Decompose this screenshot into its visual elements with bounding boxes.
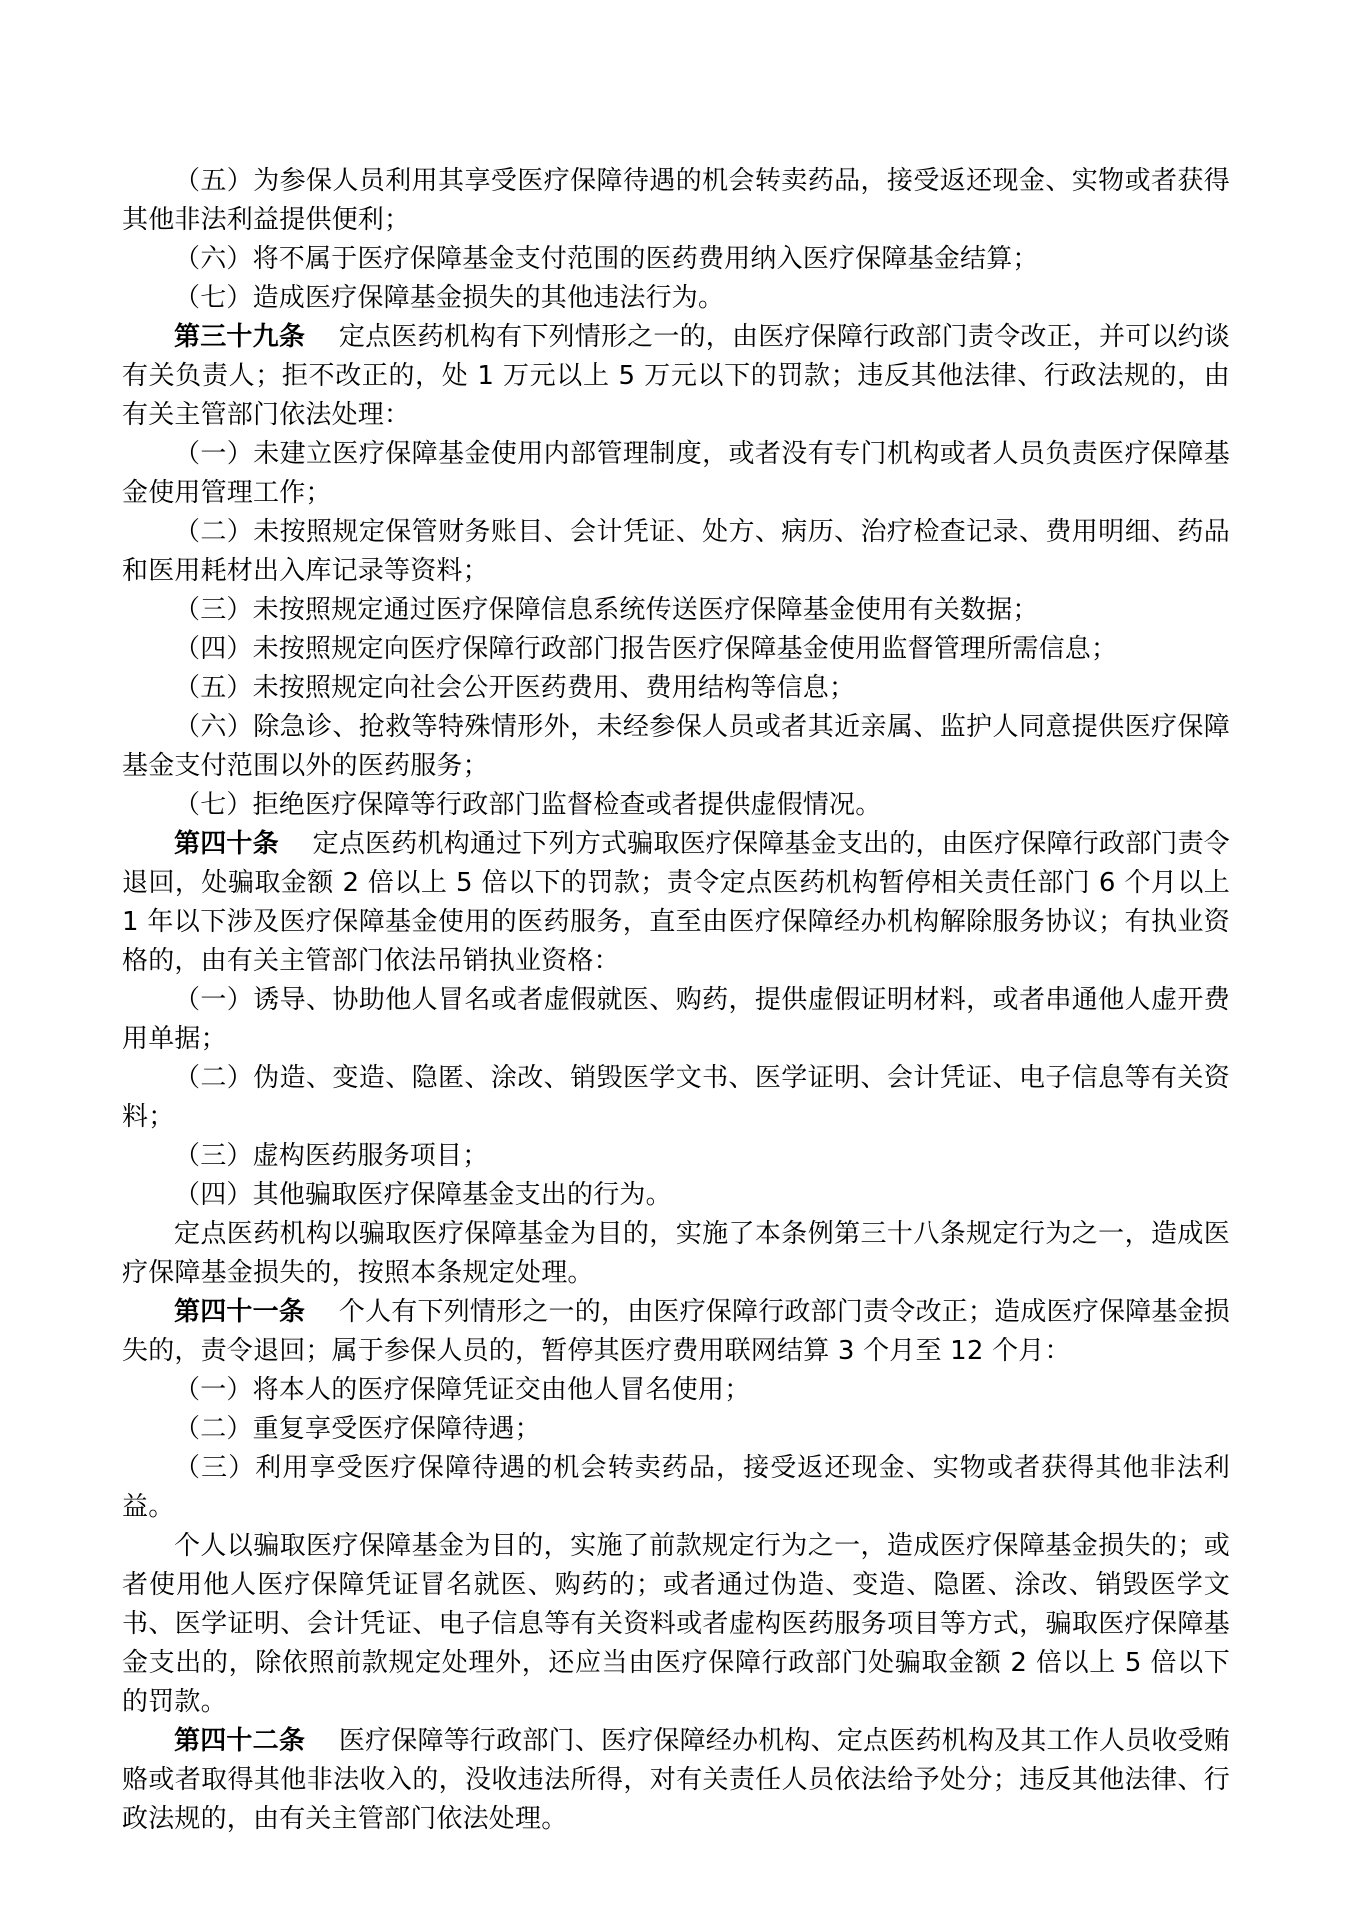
paragraph-text: 个人以骗取医疗保障基金为目的，实施了前款规定行为之一，造成医疗保障基金损失的；或者使用他人医疗保障凭证冒名就医、购药的；或者通过伪造、变造、隐匿、涂改、销毁医学文书、医学证明、会计凭证、电子信息等有关资料或者虚构医药服务项目等方式，骗取医疗保障基金支出的，除依照前款规定处理外，还应当由医疗保障行政部门处骗取金额 2 倍以上 5 倍以下的罚款。 [122,1531,1230,1717]
clause-paragraph [122,279,1230,318]
paragraph-text: （四）未按照规定向医疗保障行政部门报告医疗保障基金使用监督管理所需信息； [174,634,1118,664]
clause-paragraph [122,435,1230,513]
paragraph-text: （三）虚构医药服务项目； [174,1141,489,1171]
clause-paragraph [122,1371,1230,1410]
paragraph-text: 医疗保障等行政部门、医疗保障经办机构、定点医药机构及其工作人员收受贿赂或者取得其他非法收入的，没收违法所得，对有关责任人员依法给予处分；违反其他法律、行政法规的，由有关主管部门依法处理。 [122,1726,1230,1834]
clause-paragraph [122,669,1230,708]
clause-paragraph [122,513,1230,591]
clause-paragraph [122,1527,1230,1722]
paragraph-text: 个人有下列情形之一的，由医疗保障行政部门责令改正；造成医疗保障基金损失的，责令退回；属于参保人员的，暂停其医疗费用联网结算 3 个月至 12 个月： [122,1297,1230,1366]
paragraph-text: （三）未按照规定通过医疗保障信息系统传送医疗保障基金使用有关数据； [174,595,1039,625]
clause-paragraph [122,708,1230,786]
clause-paragraph [122,1215,1230,1293]
paragraph-text: （二）重复享受医疗保障待遇； [174,1414,541,1444]
article-number: 第四十二条 [174,1726,306,1756]
paragraph-text: 定点医药机构以骗取医疗保障基金为目的，实施了本条例第三十八条规定行为之一，造成医疗保障基金损失的，按照本条规定处理。 [122,1219,1230,1288]
paragraph-text: （七）拒绝医疗保障等行政部门监督检查或者提供虚假情况。 [174,790,882,820]
paragraph-text: （二）伪造、变造、隐匿、涂改、销毁医学文书、医学证明、会计凭证、电子信息等有关资料； [122,1063,1230,1132]
article-paragraph [122,825,1230,981]
clause-paragraph [122,1410,1230,1449]
paragraph-text: （二）未按照规定保管财务账目、会计凭证、处方、病历、治疗检查记录、费用明细、药品和医用耗材出入库记录等资料； [122,517,1230,586]
clause-paragraph [122,1059,1230,1137]
paragraph-text: （七）造成医疗保障基金损失的其他违法行为。 [174,283,725,313]
document-body [122,162,1230,1839]
paragraph-text: 定点医药机构通过下列方式骗取医疗保障基金支出的，由医疗保障行政部门责令退回，处骗取金额 2 倍以上 5 倍以下的罚款；责令定点医药机构暂停相关责任部门 6 个月以上 1 年以下涉及医疗保障基金使用的医药服务，直至由医疗保障经办机构解除服务协议；有执业资格的，由有关主管部门依法吊销执业资格： [122,829,1230,976]
article-paragraph [122,1722,1230,1839]
clause-paragraph [122,240,1230,279]
paragraph-text: （五）为参保人员利用其享受医疗保障待遇的机会转卖药品，接受返还现金、实物或者获得其他非法利益提供便利； [122,166,1230,235]
article-number: 第四十条 [174,829,279,859]
paragraph-text: （五）未按照规定向社会公开医药费用、费用结构等信息； [174,673,856,703]
paragraph-text: （四）其他骗取医疗保障基金支出的行为。 [174,1180,672,1210]
clause-paragraph [122,630,1230,669]
clause-paragraph [122,591,1230,630]
paragraph-text: （六）除急诊、抢救等特殊情形外，未经参保人员或者其近亲属、监护人同意提供医疗保障基金支付范围以外的医药服务； [122,712,1230,781]
paragraph-text: （六）将不属于医疗保障基金支付范围的医药费用纳入医疗保障基金结算； [174,244,1039,274]
clause-paragraph [122,1176,1230,1215]
paragraph-text: （三）利用享受医疗保障待遇的机会转卖药品，接受返还现金、实物或者获得其他非法利益。 [122,1453,1230,1522]
paragraph-text: （一）将本人的医疗保障凭证交由他人冒名使用； [174,1375,751,1405]
article-paragraph [122,318,1230,435]
clause-paragraph [122,1449,1230,1527]
article-number: 第三十九条 [174,322,306,352]
paragraph-text: 定点医药机构有下列情形之一的，由医疗保障行政部门责令改正，并可以约谈有关负责人；拒不改正的，处 1 万元以上 5 万元以下的罚款；违反其他法律、行政法规的，由有关主管部门依法处理： [122,322,1230,430]
clause-paragraph [122,981,1230,1059]
article-number: 第四十一条 [174,1297,306,1327]
paragraph-text: （一）诱导、协助他人冒名或者虚假就医、购药，提供虚假证明材料，或者串通他人虚开费用单据； [122,985,1230,1054]
clause-paragraph [122,162,1230,240]
clause-paragraph [122,1137,1230,1176]
paragraph-text: （一）未建立医疗保障基金使用内部管理制度，或者没有专门机构或者人员负责医疗保障基金使用管理工作； [122,439,1230,508]
article-paragraph [122,1293,1230,1371]
clause-paragraph [122,786,1230,825]
